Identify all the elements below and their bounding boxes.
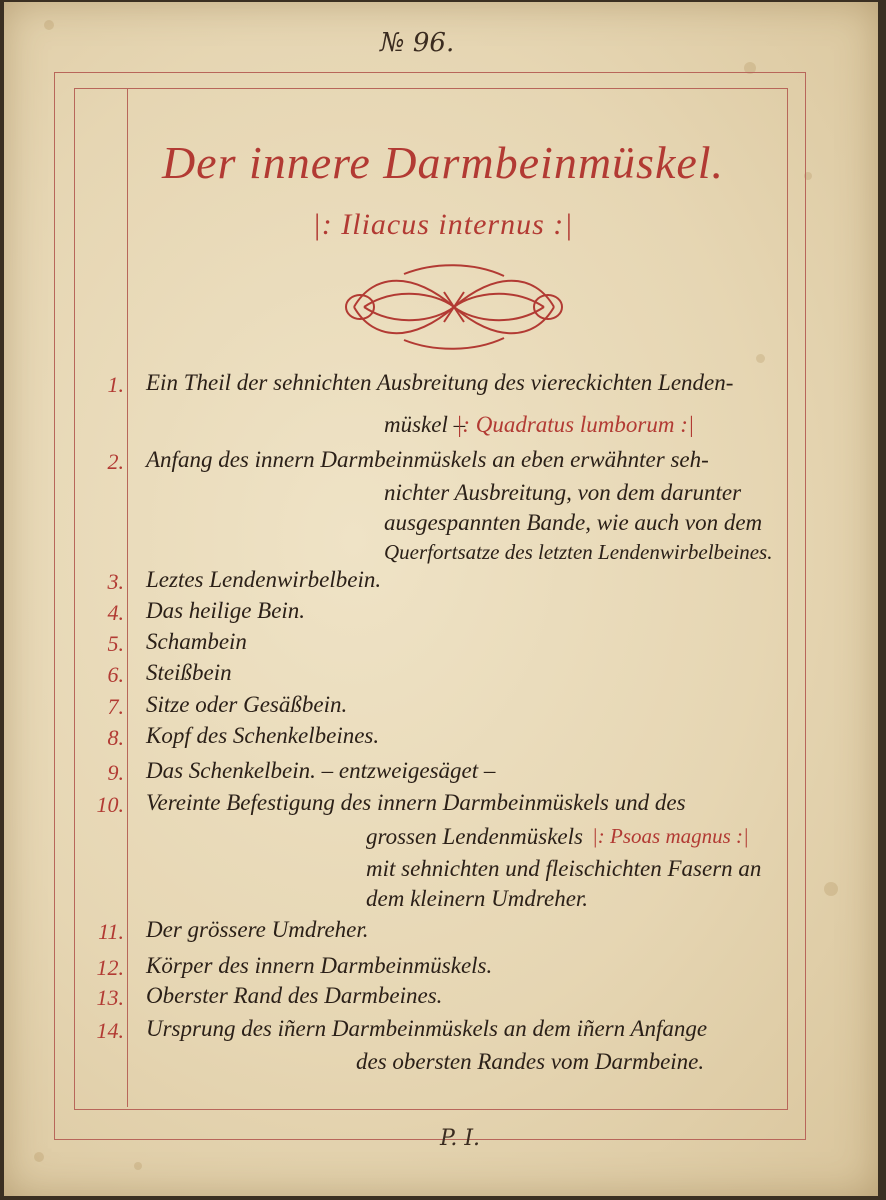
item-text: nichter Ausbreitung, von dem darunter: [384, 480, 742, 505]
latin-term: |: Quadratus lumborum :|: [456, 412, 695, 437]
item-number: 9.: [107, 760, 124, 785]
page-title: Der innere Darmbeinmüskel.: [161, 137, 725, 188]
item-text: des obersten Randes vom Darmbeine.: [356, 1049, 705, 1074]
item-text: Ein Theil der sehnichten Ausbreitung des viereckichten Lenden-: [146, 370, 734, 395]
item-number: 3.: [107, 569, 124, 594]
item-text: Kopf des Schenkelbeines.: [146, 723, 380, 748]
item-text: Ursprung des iñern Darmbeinmüskels an dem iñern Anfange: [146, 1016, 708, 1041]
item-number: 8.: [107, 725, 124, 750]
item-text: Oberster Rand des Darmbeines.: [146, 983, 443, 1008]
item-text: Leztes Lendenwirbelbein.: [146, 567, 382, 592]
item-text: grossen Lendenmüskels: [366, 824, 583, 849]
item-text: mit sehnichten und fleischichten Fasern an: [366, 856, 762, 881]
item-text: Das heilige Bein.: [146, 598, 306, 623]
item-text: Anfang des innern Darmbeinmüskels an eben erwähnter seh-: [146, 447, 709, 472]
item-text: Sitze oder Gesäßbein.: [146, 692, 348, 717]
item-number: 13.: [96, 985, 124, 1010]
calligraphic-flourish-ornament: [334, 262, 574, 352]
footer-mark: P. I.: [440, 1126, 481, 1151]
item-number: 11.: [98, 919, 124, 944]
item-number: 1.: [107, 372, 124, 397]
item-number: 5.: [107, 631, 124, 656]
item-text: Das Schenkelbein. – entzweigesäget –: [146, 758, 496, 783]
item-number: 12.: [96, 955, 124, 980]
page-subtitle: |: Iliacus internus :|: [312, 208, 574, 241]
item-text: müskel –: [384, 412, 466, 437]
item-text: dem kleinern Umdreher.: [366, 886, 589, 911]
item-text: Körper des innern Darmbeinmüskels.: [146, 953, 493, 978]
item-text: Querfortsatze des letzten Lendenwirbelbeines.: [384, 540, 773, 564]
item-number: 4.: [107, 600, 124, 625]
item-text: Vereinte Befestigung des innern Darmbeinmüskels und des: [146, 790, 686, 815]
item-text: Schambein: [146, 629, 247, 654]
item-text: Steißbein: [146, 660, 232, 685]
item-number: 14.: [96, 1018, 124, 1043]
item-text: ausgespannten Bande, wie auch von dem: [384, 510, 763, 535]
item-text: Der grössere Umdreher.: [146, 917, 369, 942]
item-number: 7.: [107, 694, 124, 719]
item-number: 10.: [96, 792, 124, 817]
latin-term: |: Psoas magnus :|: [592, 824, 749, 848]
item-number: 2.: [107, 449, 124, 474]
sheet-number: № 96.: [380, 28, 455, 58]
item-number: 6.: [107, 662, 124, 687]
